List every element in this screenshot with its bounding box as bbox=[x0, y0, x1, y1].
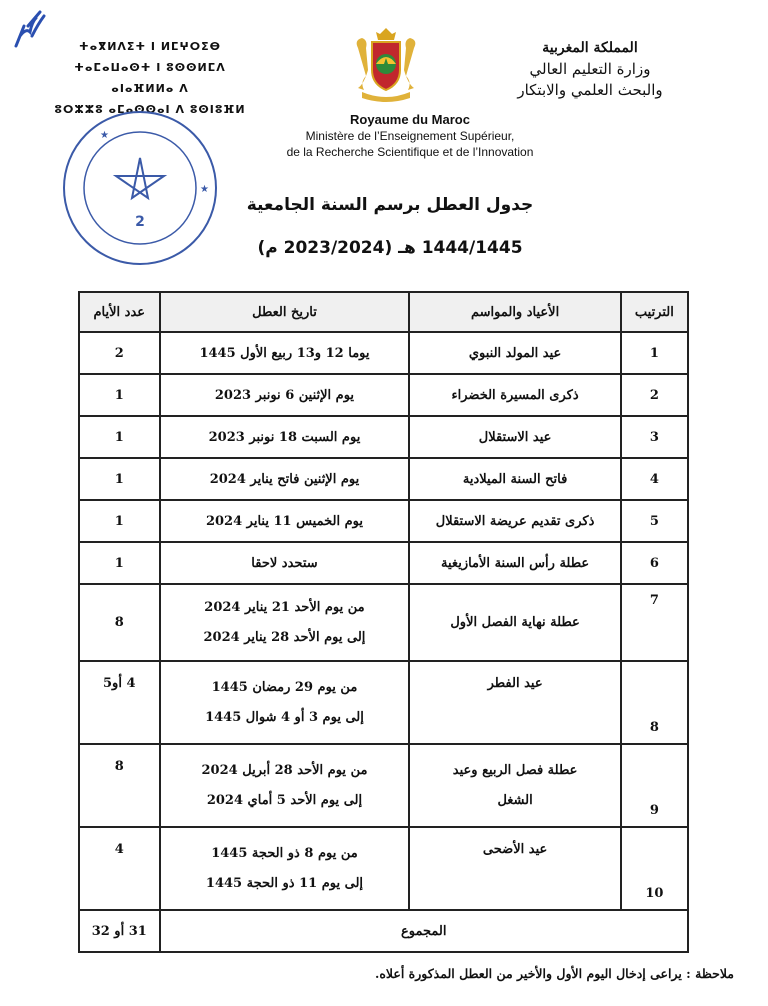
table-row bbox=[79, 458, 688, 500]
date-cell: يوم السبت 18 نونبر 2023 bbox=[160, 416, 410, 458]
rank-cell: 8 bbox=[621, 661, 688, 744]
table-row bbox=[79, 827, 688, 910]
svg-text:★: ★ bbox=[100, 130, 109, 141]
table-row bbox=[79, 416, 688, 458]
date-from: من يوم الأحد 28 أبريل 2024 bbox=[201, 762, 368, 778]
rank-cell: 10 bbox=[621, 827, 688, 910]
days-cell: 4 أو5 bbox=[79, 661, 160, 744]
date-cell bbox=[160, 584, 410, 661]
rank-cell: 2 bbox=[621, 374, 688, 416]
arabic-ministry-line-1: وزارة التعليم العالي bbox=[529, 60, 651, 78]
days-cell: 1 bbox=[79, 542, 160, 584]
date-cell bbox=[160, 744, 410, 827]
french-header bbox=[220, 112, 600, 160]
holiday-cell: عطلة نهاية الفصل الأول bbox=[409, 584, 620, 661]
rank-cell: 6 bbox=[621, 542, 688, 584]
date-to: إلى يوم 3 أو 4 شوال 1445 bbox=[205, 709, 364, 725]
holiday-cell: عيد الفطر bbox=[409, 661, 620, 744]
days-cell: 8 bbox=[79, 584, 160, 661]
signature-mark bbox=[10, 6, 50, 52]
french-kingdom: Royaume du Maroc bbox=[350, 112, 470, 127]
arabic-kingdom: المملكة المغربية bbox=[542, 40, 638, 56]
rank-cell: 5 bbox=[621, 500, 688, 542]
days-cell: 8 bbox=[79, 744, 160, 827]
table-row bbox=[79, 661, 688, 744]
col-header-days: عدد الأيام bbox=[79, 292, 160, 332]
table-row bbox=[79, 374, 688, 416]
date-cell: يوما 12 و13 ربيع الأول 1445 bbox=[160, 332, 410, 374]
holiday-cell: عيد الأضحى bbox=[409, 827, 620, 910]
french-ministry-line-1: Ministère de l’Enseignement Supérieur, bbox=[305, 129, 515, 143]
holiday-cell: فاتح السنة الميلادية bbox=[409, 458, 620, 500]
tifinagh-line-2: ⵜⴰⵎⴰⵡⴰⵙⵜ ⵏ ⵓⵙⵙⵍⵎⴷ ⴰⵏⴰⴼⵍⵍⴰ ⴷ bbox=[74, 61, 226, 95]
document-subtitle: 1444/1445 هـ (2023/2024 م) bbox=[257, 238, 523, 258]
date-cell bbox=[160, 827, 410, 910]
date-from: من يوم الأحد 21 يناير 2024 bbox=[204, 599, 365, 615]
days-cell: 1 bbox=[79, 458, 160, 500]
arabic-header bbox=[490, 38, 690, 101]
days-cell: 4 bbox=[79, 827, 160, 910]
rank-cell: 9 bbox=[621, 744, 688, 827]
date-cell: ستحدد لاحقا bbox=[160, 542, 410, 584]
date-cell: يوم الإثنين فاتح يناير 2024 bbox=[160, 458, 410, 500]
holiday-cell: ذكرى تقديم عريضة الاستقلال bbox=[409, 500, 620, 542]
date-cell: يوم الإثنين 6 نونبر 2023 bbox=[160, 374, 410, 416]
holiday-line-2: الشغل bbox=[497, 792, 533, 808]
table-row bbox=[79, 584, 688, 661]
table-row bbox=[79, 542, 688, 584]
date-cell bbox=[160, 661, 410, 744]
arabic-ministry-line-2: والبحث العلمي والابتكار bbox=[517, 81, 663, 99]
footnote: ملاحظة : يراعى إدخال اليوم الأول والأخير من العطل المذكورة أعلاه. bbox=[375, 966, 734, 981]
date-to: إلى يوم 11 ذو الحجة 1445 bbox=[205, 875, 364, 891]
holiday-cell: عيد الاستقلال bbox=[409, 416, 620, 458]
date-from: من يوم 8 ذو الحجة 1445 bbox=[211, 845, 358, 861]
table-total-row bbox=[79, 910, 688, 952]
date-cell: يوم الخميس 11 يناير 2024 bbox=[160, 500, 410, 542]
holiday-cell: عطلة رأس السنة الأمازيغية bbox=[409, 542, 620, 584]
days-cell: 2 bbox=[79, 332, 160, 374]
svg-text:★: ★ bbox=[200, 184, 209, 195]
stamp-number: 2 bbox=[135, 214, 145, 230]
table-row bbox=[79, 500, 688, 542]
holiday-cell: عيد المولد النبوي bbox=[409, 332, 620, 374]
total-days: 31 أو 32 bbox=[79, 910, 160, 952]
date-from: من يوم 29 رمضان 1445 bbox=[211, 679, 358, 695]
holiday-cell bbox=[409, 744, 620, 827]
col-header-date: تاريخ العطل bbox=[160, 292, 410, 332]
official-stamp-icon bbox=[60, 108, 220, 268]
rank-cell: 1 bbox=[621, 332, 688, 374]
date-to: إلى يوم الأحد 5 أماي 2024 bbox=[206, 792, 363, 808]
holiday-cell: ذكرى المسيرة الخضراء bbox=[409, 374, 620, 416]
rank-cell: 3 bbox=[621, 416, 688, 458]
holiday-line-1: عطلة فصل الربيع وعيد bbox=[452, 762, 578, 778]
days-cell: 1 bbox=[79, 500, 160, 542]
table-row bbox=[79, 744, 688, 827]
col-header-holiday: الأعياد والمواسم bbox=[409, 292, 620, 332]
table-header-row bbox=[79, 292, 688, 332]
total-label: المجموع bbox=[160, 910, 688, 952]
coat-of-arms-icon bbox=[350, 26, 422, 108]
tifinagh-line-1: ⵜⴰⴳⵍⴷⵉⵜ ⵏ ⵍⵎⵖⵔⵉⴱ bbox=[78, 40, 221, 53]
days-cell: 1 bbox=[79, 416, 160, 458]
document-title: جدول العطل برسم السنة الجامعية bbox=[246, 195, 534, 215]
date-to: إلى يوم الأحد 28 يناير 2024 bbox=[203, 629, 366, 645]
col-header-rank: الترتيب bbox=[621, 292, 688, 332]
rank-cell: 4 bbox=[621, 458, 688, 500]
rank-cell: 7 bbox=[621, 584, 688, 661]
french-ministry-line-2: de la Recherche Scientifique et de l’Innovation bbox=[286, 145, 534, 159]
holidays-table bbox=[78, 291, 689, 953]
tifinagh-line-3: ⵓⵔⵣⵣⵓ ⴰⵎⴰⵙⵙⴰⵏ ⴷ ⵓⵙⵏⵓⴼⵍ bbox=[54, 103, 246, 116]
table-row bbox=[79, 332, 688, 374]
days-cell: 1 bbox=[79, 374, 160, 416]
